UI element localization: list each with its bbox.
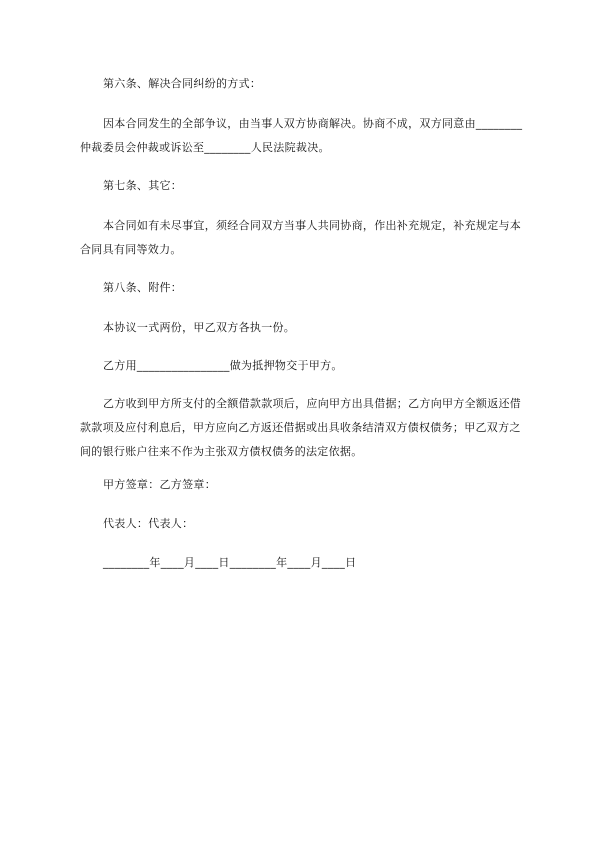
article6-heading	[80, 72, 525, 96]
article7-body	[80, 214, 525, 262]
receipt-clause	[80, 392, 525, 464]
article7-heading	[80, 174, 525, 198]
date-line-text: ________年____月____日________年____月____日	[103, 556, 357, 569]
article7-heading-text: 第七条、其它：	[103, 179, 183, 192]
article6-heading-text: 第六条、解决合同纠纷的方式：	[103, 77, 262, 90]
date-line	[80, 551, 525, 575]
representative-line	[80, 512, 525, 536]
collateral-line-text: 乙方用________________做为抵押物交于甲方。	[103, 359, 343, 372]
article6-body	[80, 112, 525, 160]
representative-line-text: 代表人：代表人：	[103, 517, 194, 530]
signature-line	[80, 473, 525, 497]
article8-body	[80, 316, 525, 340]
article8-heading-text: 第八条、附件：	[103, 281, 183, 294]
receipt-clause-text: 乙方收到甲方所支付的全额借款款项后，应向甲方出具借据；乙方向甲方全额返还借款款项及应付利息后，甲方应向乙方返还借据或出具收条结清双方债权债务；甲乙双方之间的银行账户往来不作为主张双方债权债务的法定依据。	[80, 397, 522, 458]
article7-body-text: 本合同如有未尽事宜，须经合同双方当事人共同协商，作出补充规定，补充规定与本合同具有同等效力。	[80, 219, 522, 256]
article6-body-text: 因本合同发生的全部争议，由当事人双方协商解决。协商不成，双方同意由________仲裁委员会仲裁或诉讼至________人民法院裁决。	[80, 117, 523, 154]
signature-line-text: 甲方签章：乙方签章：	[103, 478, 216, 491]
article8-body-text: 本协议一式两份，甲乙双方各执一份。	[103, 321, 296, 334]
collateral-line	[80, 354, 525, 378]
article8-heading	[80, 276, 525, 300]
